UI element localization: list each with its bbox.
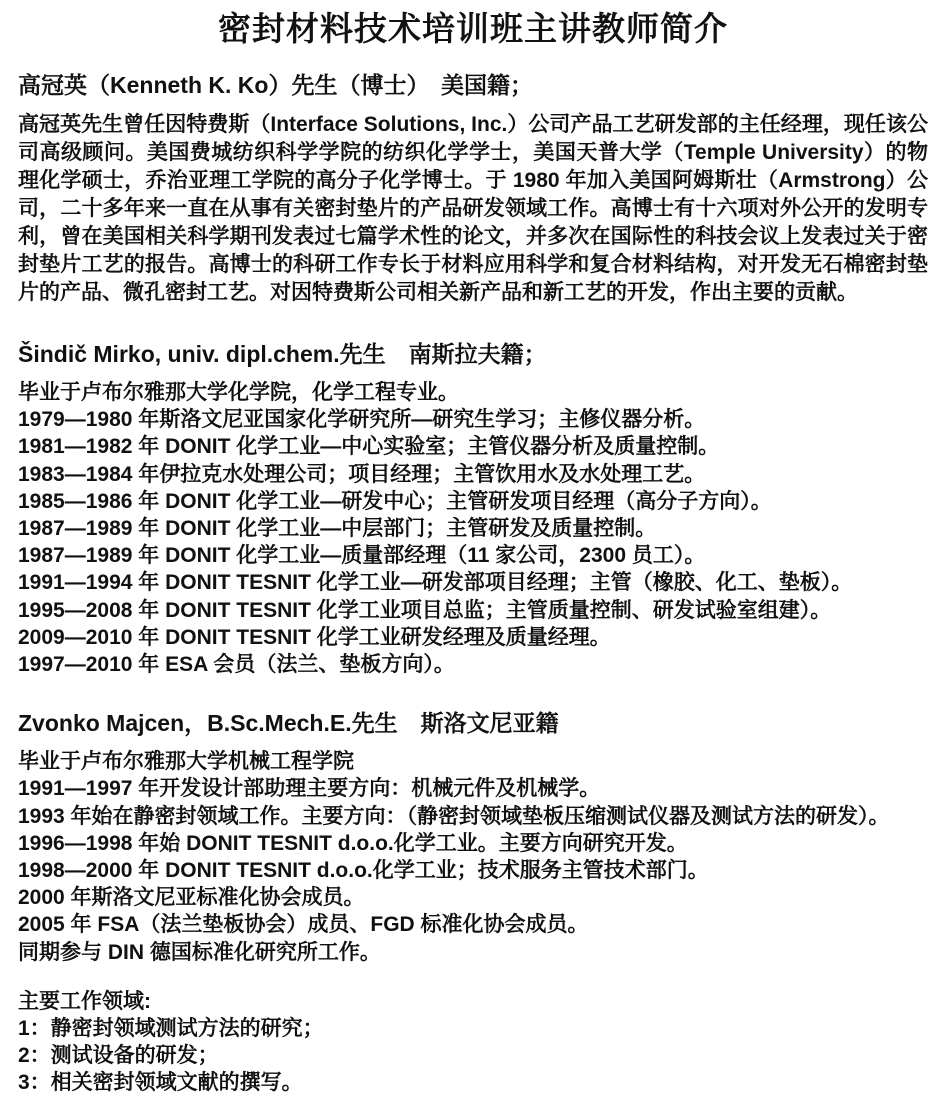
text-line: 1987—1989 年 DONIT 化学工业—质量部经理（11 家公司，2300 员工）。 bbox=[18, 544, 706, 568]
work-area-lines bbox=[18, 988, 928, 1097]
text-line: 2：测试设备的研发； bbox=[18, 1044, 219, 1068]
section-heading: Šindič Mirko, univ. dipl.chem.先生 南斯拉夫籍； bbox=[18, 341, 547, 367]
section-main-work-areas bbox=[18, 988, 928, 1097]
document-title: 密封材料技术培训班主讲教师简介 bbox=[218, 10, 728, 47]
text-line: 1983—1984 年伊拉克水处理公司；项目经理；主管饮用水及水处理工艺。 bbox=[18, 462, 706, 486]
text-line: 1995—2008 年 DONIT TESNIT 化学工业项目总监；主管质量控制、研发试验室组建）。 bbox=[18, 598, 832, 622]
text-line: 1979—1980 年斯洛文尼亚国家化学研究所—研究生学习；主修仪器分析。 bbox=[18, 408, 706, 432]
bio-paragraph: 高冠英先生曾任因特费斯（Interface Solutions, Inc.）公司产品工艺研发部的主任经理，现任该公司高级顾问。美国费城纺织科学学院的纺织化学学士，美国天普大学（Temple University）的物理化学硕士，乔治亚理工学院的高分子化学博士。于 1980 年加入美国阿姆斯壮（Armstrong）公司，二十多年来一直在从事有关密封垫片的产品研发领域工作。高博士有十六项对外公开的发明专利，曾在美国相关科学期刊发表过七篇学术性的论文，并多次在国际性的科技会议上发表过关于密封垫片工艺的报告。高博士的科研工作专长于材料应用科学和复合材料结构，对开发无石棉密封垫片的产品、微孔密封工艺。对因特费斯公司相关新产品和新工艺的开发，作出主要的贡献。 bbox=[18, 113, 928, 304]
section-kenneth-ko bbox=[18, 70, 928, 307]
text-line: 主要工作领域: bbox=[18, 989, 151, 1013]
text-line: 1998—2000 年 DONIT TESNIT d.o.o.化学工业；技术服务主管技术部门。 bbox=[18, 859, 709, 883]
section-sindic-mirko bbox=[18, 339, 928, 678]
text-line: 1991—1994 年 DONIT TESNIT 化学工业—研发部项目经理；主管（橡胶、化工、垫板）。 bbox=[18, 571, 853, 595]
text-line: 1981—1982 年 DONIT 化学工业—中心实验室；主管仪器分析及质量控制。 bbox=[18, 435, 720, 459]
text-line: 1996—1998 年始 DONIT TESNIT d.o.o.化学工业。主要方向研究开发。 bbox=[18, 831, 688, 855]
text-line: 3：相关密封领域文献的撰写。 bbox=[18, 1071, 303, 1095]
text-line: 1993 年始在静密封领域工作。主要方向：（静密封领域垫板压缩测试仪器及测试方法的研发）。 bbox=[18, 804, 890, 828]
resume-lines bbox=[18, 748, 928, 966]
resume-lines bbox=[18, 379, 928, 678]
section-zvonko-majcen bbox=[18, 708, 928, 966]
text-line: 1987—1989 年 DONIT 化学工业—中层部门；主管研发及质量控制。 bbox=[18, 517, 657, 541]
text-line: 毕业于卢布尔雅那大学机械工程学院 bbox=[18, 750, 354, 774]
text-line: 1991—1997 年开发设计部助理主要方向：机械元件及机械学。 bbox=[18, 777, 601, 801]
section-heading: Zvonko Majcen，B.Sc.Mech.E.先生 斯洛文尼亚籍 bbox=[18, 710, 559, 737]
text-line: 2005 年 FSA（法兰垫板协会）成员、FGD 标准化协会成员。 bbox=[18, 913, 589, 937]
section-heading: 高冠英（Kenneth K. Ko）先生（博士） 美国籍； bbox=[18, 72, 533, 98]
text-line: 1：静密封领域测试方法的研究； bbox=[18, 1017, 324, 1041]
text-line: 2009—2010 年 DONIT TESNIT 化学工业研发经理及质量经理。 bbox=[18, 625, 611, 649]
text-line: 2000 年斯洛文尼亚标准化协会成员。 bbox=[18, 886, 365, 910]
text-line: 毕业于卢布尔雅那大学化学院，化学工程专业。 bbox=[18, 381, 459, 404]
text-line: 1985—1986 年 DONIT 化学工业—研发中心；主管研发项目经理（高分子方向）。 bbox=[18, 489, 772, 513]
text-line: 1997—2010 年 ESA 会员（法兰、垫板方向）。 bbox=[18, 653, 455, 677]
text-line: 同期参与 DIN 德国标准化研究所工作。 bbox=[18, 940, 381, 964]
